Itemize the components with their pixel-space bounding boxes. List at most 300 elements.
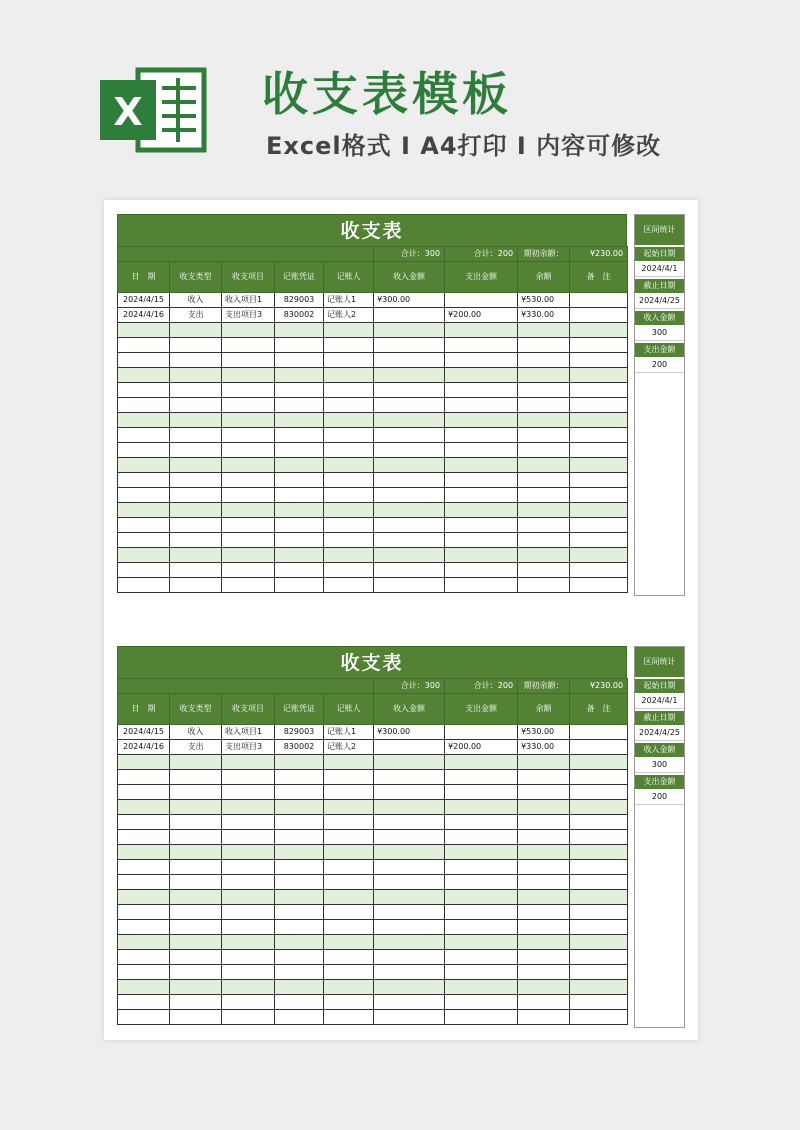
empty-cell[interactable] [170, 518, 222, 533]
empty-cell[interactable] [170, 413, 222, 428]
empty-cell[interactable] [570, 323, 628, 338]
empty-cell[interactable] [222, 518, 275, 533]
empty-cell[interactable] [275, 323, 324, 338]
empty-cell[interactable] [570, 548, 628, 563]
empty-cell[interactable] [222, 815, 275, 830]
empty-cell[interactable] [222, 473, 275, 488]
empty-cell[interactable] [118, 563, 170, 578]
empty-cell[interactable] [275, 368, 324, 383]
empty-cell[interactable] [170, 473, 222, 488]
empty-cell[interactable] [374, 488, 445, 503]
empty-cell[interactable] [374, 353, 445, 368]
empty-cell[interactable] [518, 770, 570, 785]
empty-cell[interactable] [445, 458, 518, 473]
empty-cell[interactable] [118, 443, 170, 458]
empty-cell[interactable] [118, 965, 170, 980]
empty-cell[interactable] [275, 428, 324, 443]
empty-cell[interactable] [222, 383, 275, 398]
empty-cell[interactable] [118, 368, 170, 383]
empty-cell[interactable] [275, 503, 324, 518]
empty-cell[interactable] [324, 995, 374, 1010]
empty-cell[interactable] [222, 905, 275, 920]
empty-cell[interactable] [518, 563, 570, 578]
empty-cell[interactable] [374, 935, 445, 950]
empty-cell[interactable] [324, 353, 374, 368]
empty-cell[interactable] [570, 353, 628, 368]
empty-cell[interactable] [374, 965, 445, 980]
empty-cell[interactable] [275, 398, 324, 413]
income-total[interactable]: 合计：300 [374, 679, 445, 694]
empty-cell[interactable] [118, 785, 170, 800]
empty-cell[interactable] [570, 800, 628, 815]
empty-cell[interactable] [570, 503, 628, 518]
empty-cell[interactable] [170, 845, 222, 860]
empty-cell[interactable] [170, 755, 222, 770]
empty-cell[interactable] [275, 473, 324, 488]
empty-cell[interactable] [118, 800, 170, 815]
empty-cell[interactable] [445, 413, 518, 428]
empty-cell[interactable] [324, 905, 374, 920]
empty-cell[interactable] [324, 548, 374, 563]
empty-cell[interactable] [275, 578, 324, 593]
empty-cell[interactable] [275, 890, 324, 905]
empty-cell[interactable] [275, 920, 324, 935]
empty-cell[interactable] [570, 950, 628, 965]
empty-cell[interactable] [170, 965, 222, 980]
empty-cell[interactable] [518, 518, 570, 533]
empty-cell[interactable] [170, 488, 222, 503]
empty-cell[interactable] [222, 443, 275, 458]
empty-cell[interactable] [118, 755, 170, 770]
empty-cell[interactable] [445, 755, 518, 770]
cell-balance[interactable]: ¥330.00 [518, 740, 570, 755]
empty-cell[interactable] [518, 980, 570, 995]
cell-type[interactable]: 支出 [170, 740, 222, 755]
empty-cell[interactable] [518, 488, 570, 503]
cell-date[interactable]: 2024/4/16 [118, 740, 170, 755]
empty-cell[interactable] [324, 935, 374, 950]
empty-cell[interactable] [324, 965, 374, 980]
empty-cell[interactable] [374, 830, 445, 845]
empty-cell[interactable] [222, 323, 275, 338]
empty-cell[interactable] [222, 950, 275, 965]
income-total[interactable]: 合计：300 [374, 247, 445, 262]
empty-cell[interactable] [275, 950, 324, 965]
empty-cell[interactable] [222, 1010, 275, 1025]
empty-cell[interactable] [275, 1010, 324, 1025]
empty-cell[interactable] [445, 995, 518, 1010]
empty-cell[interactable] [518, 428, 570, 443]
empty-cell[interactable] [445, 503, 518, 518]
empty-cell[interactable] [445, 815, 518, 830]
empty-cell[interactable] [374, 398, 445, 413]
empty-cell[interactable] [570, 935, 628, 950]
empty-cell[interactable] [445, 845, 518, 860]
empty-cell[interactable] [222, 563, 275, 578]
cell-remark[interactable] [570, 725, 628, 740]
empty-cell[interactable] [570, 518, 628, 533]
stats-value-income[interactable]: 300 [635, 325, 684, 341]
empty-cell[interactable] [570, 368, 628, 383]
empty-cell[interactable] [118, 935, 170, 950]
empty-cell[interactable] [275, 533, 324, 548]
empty-cell[interactable] [374, 785, 445, 800]
empty-cell[interactable] [324, 980, 374, 995]
empty-cell[interactable] [118, 845, 170, 860]
empty-cell[interactable] [222, 770, 275, 785]
cell-type[interactable]: 收入 [170, 293, 222, 308]
empty-cell[interactable] [570, 995, 628, 1010]
empty-cell[interactable] [275, 800, 324, 815]
empty-cell[interactable] [324, 443, 374, 458]
empty-cell[interactable] [324, 830, 374, 845]
empty-cell[interactable] [170, 920, 222, 935]
empty-cell[interactable] [518, 368, 570, 383]
empty-cell[interactable] [374, 770, 445, 785]
empty-cell[interactable] [374, 845, 445, 860]
cell-balance[interactable]: ¥530.00 [518, 293, 570, 308]
empty-cell[interactable] [445, 428, 518, 443]
empty-cell[interactable] [170, 548, 222, 563]
empty-cell[interactable] [518, 398, 570, 413]
empty-cell[interactable] [275, 338, 324, 353]
empty-cell[interactable] [324, 950, 374, 965]
empty-cell[interactable] [324, 578, 374, 593]
empty-cell[interactable] [170, 353, 222, 368]
cell-expense[interactable]: ¥200.00 [445, 308, 518, 323]
empty-cell[interactable] [324, 323, 374, 338]
empty-cell[interactable] [222, 428, 275, 443]
empty-cell[interactable] [570, 338, 628, 353]
empty-cell[interactable] [445, 578, 518, 593]
empty-cell[interactable] [324, 413, 374, 428]
empty-cell[interactable] [118, 830, 170, 845]
empty-cell[interactable] [170, 770, 222, 785]
empty-cell[interactable] [324, 368, 374, 383]
empty-cell[interactable] [275, 935, 324, 950]
empty-cell[interactable] [118, 1010, 170, 1025]
empty-cell[interactable] [118, 980, 170, 995]
empty-cell[interactable] [374, 533, 445, 548]
empty-cell[interactable] [518, 785, 570, 800]
stats-value-end[interactable]: 2024/4/25 [635, 293, 684, 309]
cell-voucher[interactable]: 829003 [275, 293, 324, 308]
empty-cell[interactable] [170, 935, 222, 950]
empty-cell[interactable] [570, 413, 628, 428]
empty-cell[interactable] [275, 353, 324, 368]
cell-type[interactable]: 收入 [170, 725, 222, 740]
empty-cell[interactable] [275, 383, 324, 398]
empty-cell[interactable] [570, 488, 628, 503]
empty-cell[interactable] [445, 443, 518, 458]
empty-cell[interactable] [275, 965, 324, 980]
empty-cell[interactable] [518, 413, 570, 428]
empty-cell[interactable] [570, 533, 628, 548]
empty-cell[interactable] [170, 578, 222, 593]
empty-cell[interactable] [275, 905, 324, 920]
empty-cell[interactable] [518, 1010, 570, 1025]
empty-cell[interactable] [275, 413, 324, 428]
empty-cell[interactable] [222, 533, 275, 548]
empty-cell[interactable] [118, 890, 170, 905]
empty-cell[interactable] [570, 875, 628, 890]
expense-total[interactable]: 合计：200 [445, 679, 518, 694]
empty-cell[interactable] [570, 443, 628, 458]
empty-cell[interactable] [445, 368, 518, 383]
empty-cell[interactable] [445, 965, 518, 980]
empty-cell[interactable] [118, 428, 170, 443]
empty-cell[interactable] [170, 458, 222, 473]
empty-cell[interactable] [222, 965, 275, 980]
empty-cell[interactable] [118, 578, 170, 593]
cell-expense[interactable] [445, 293, 518, 308]
empty-cell[interactable] [222, 755, 275, 770]
empty-cell[interactable] [170, 533, 222, 548]
cell-remark[interactable] [570, 740, 628, 755]
empty-cell[interactable] [518, 353, 570, 368]
empty-cell[interactable] [570, 398, 628, 413]
empty-cell[interactable] [275, 563, 324, 578]
empty-cell[interactable] [222, 830, 275, 845]
empty-cell[interactable] [222, 338, 275, 353]
empty-cell[interactable] [445, 398, 518, 413]
empty-cell[interactable] [374, 890, 445, 905]
empty-cell[interactable] [170, 428, 222, 443]
empty-cell[interactable] [324, 428, 374, 443]
cell-recorder[interactable]: 记账人2 [324, 740, 374, 755]
empty-cell[interactable] [374, 518, 445, 533]
cell-balance[interactable]: ¥530.00 [518, 725, 570, 740]
empty-cell[interactable] [445, 980, 518, 995]
empty-cell[interactable] [275, 815, 324, 830]
empty-cell[interactable] [118, 860, 170, 875]
empty-cell[interactable] [570, 860, 628, 875]
empty-cell[interactable] [570, 563, 628, 578]
cell-income[interactable] [374, 308, 445, 323]
cell-remark[interactable] [570, 308, 628, 323]
empty-cell[interactable] [324, 860, 374, 875]
empty-cell[interactable] [118, 905, 170, 920]
empty-cell[interactable] [118, 338, 170, 353]
empty-cell[interactable] [518, 383, 570, 398]
empty-cell[interactable] [570, 815, 628, 830]
empty-cell[interactable] [118, 473, 170, 488]
empty-cell[interactable] [570, 770, 628, 785]
empty-cell[interactable] [222, 935, 275, 950]
empty-cell[interactable] [518, 323, 570, 338]
empty-cell[interactable] [275, 875, 324, 890]
empty-cell[interactable] [518, 995, 570, 1010]
empty-cell[interactable] [445, 830, 518, 845]
empty-cell[interactable] [275, 770, 324, 785]
empty-cell[interactable] [570, 458, 628, 473]
empty-cell[interactable] [324, 488, 374, 503]
empty-cell[interactable] [118, 920, 170, 935]
cell-recorder[interactable]: 记账人2 [324, 308, 374, 323]
stats-value-income[interactable]: 300 [635, 757, 684, 773]
empty-cell[interactable] [570, 383, 628, 398]
cell-date[interactable]: 2024/4/15 [118, 293, 170, 308]
empty-cell[interactable] [324, 785, 374, 800]
empty-cell[interactable] [170, 860, 222, 875]
empty-cell[interactable] [324, 563, 374, 578]
stats-value-start[interactable]: 2024/4/1 [635, 261, 684, 277]
empty-cell[interactable] [222, 368, 275, 383]
empty-cell[interactable] [275, 548, 324, 563]
empty-cell[interactable] [324, 338, 374, 353]
empty-cell[interactable] [118, 518, 170, 533]
empty-cell[interactable] [518, 845, 570, 860]
empty-cell[interactable] [275, 785, 324, 800]
empty-cell[interactable] [445, 563, 518, 578]
empty-cell[interactable] [118, 995, 170, 1010]
empty-cell[interactable] [222, 578, 275, 593]
cell-income[interactable] [374, 740, 445, 755]
empty-cell[interactable] [570, 980, 628, 995]
empty-cell[interactable] [275, 830, 324, 845]
empty-cell[interactable] [518, 830, 570, 845]
empty-cell[interactable] [445, 860, 518, 875]
cell-income[interactable]: ¥300.00 [374, 725, 445, 740]
empty-cell[interactable] [570, 785, 628, 800]
empty-cell[interactable] [118, 875, 170, 890]
empty-cell[interactable] [445, 890, 518, 905]
cell-date[interactable]: 2024/4/16 [118, 308, 170, 323]
empty-cell[interactable] [324, 815, 374, 830]
empty-cell[interactable] [570, 905, 628, 920]
empty-cell[interactable] [222, 398, 275, 413]
empty-cell[interactable] [170, 950, 222, 965]
empty-cell[interactable] [518, 965, 570, 980]
empty-cell[interactable] [374, 860, 445, 875]
empty-cell[interactable] [570, 965, 628, 980]
empty-cell[interactable] [445, 875, 518, 890]
empty-cell[interactable] [324, 770, 374, 785]
empty-cell[interactable] [445, 785, 518, 800]
empty-cell[interactable] [445, 338, 518, 353]
empty-cell[interactable] [518, 935, 570, 950]
empty-cell[interactable] [170, 443, 222, 458]
empty-cell[interactable] [170, 995, 222, 1010]
empty-cell[interactable] [518, 860, 570, 875]
cell-income[interactable]: ¥300.00 [374, 293, 445, 308]
cell-voucher[interactable]: 830002 [275, 740, 324, 755]
empty-cell[interactable] [445, 518, 518, 533]
empty-cell[interactable] [118, 950, 170, 965]
empty-cell[interactable] [518, 338, 570, 353]
empty-cell[interactable] [374, 755, 445, 770]
empty-cell[interactable] [222, 488, 275, 503]
empty-cell[interactable] [445, 533, 518, 548]
empty-cell[interactable] [518, 443, 570, 458]
expense-total[interactable]: 合计：200 [445, 247, 518, 262]
empty-cell[interactable] [570, 830, 628, 845]
empty-cell[interactable] [374, 875, 445, 890]
empty-cell[interactable] [118, 353, 170, 368]
empty-cell[interactable] [374, 920, 445, 935]
empty-cell[interactable] [570, 473, 628, 488]
empty-cell[interactable] [518, 473, 570, 488]
empty-cell[interactable] [570, 1010, 628, 1025]
empty-cell[interactable] [170, 800, 222, 815]
cell-type[interactable]: 支出 [170, 308, 222, 323]
opening-balance-value[interactable]: ¥230.00 [570, 679, 628, 694]
empty-cell[interactable] [374, 950, 445, 965]
empty-cell[interactable] [118, 488, 170, 503]
empty-cell[interactable] [445, 473, 518, 488]
empty-cell[interactable] [170, 785, 222, 800]
empty-cell[interactable] [118, 533, 170, 548]
empty-cell[interactable] [170, 815, 222, 830]
empty-cell[interactable] [324, 383, 374, 398]
empty-cell[interactable] [374, 995, 445, 1010]
empty-cell[interactable] [222, 503, 275, 518]
empty-cell[interactable] [374, 338, 445, 353]
cell-balance[interactable]: ¥330.00 [518, 308, 570, 323]
empty-cell[interactable] [170, 338, 222, 353]
empty-cell[interactable] [170, 503, 222, 518]
empty-cell[interactable] [324, 890, 374, 905]
empty-cell[interactable] [374, 548, 445, 563]
empty-cell[interactable] [374, 413, 445, 428]
empty-cell[interactable] [445, 905, 518, 920]
empty-cell[interactable] [222, 875, 275, 890]
empty-cell[interactable] [118, 413, 170, 428]
empty-cell[interactable] [518, 920, 570, 935]
empty-cell[interactable] [374, 1010, 445, 1025]
empty-cell[interactable] [324, 398, 374, 413]
empty-cell[interactable] [518, 905, 570, 920]
empty-cell[interactable] [374, 578, 445, 593]
cell-recorder[interactable]: 记账人1 [324, 293, 374, 308]
empty-cell[interactable] [275, 860, 324, 875]
empty-cell[interactable] [324, 533, 374, 548]
empty-cell[interactable] [222, 548, 275, 563]
cell-item[interactable]: 支出项目3 [222, 308, 275, 323]
empty-cell[interactable] [445, 323, 518, 338]
empty-cell[interactable] [222, 413, 275, 428]
empty-cell[interactable] [324, 845, 374, 860]
empty-cell[interactable] [275, 755, 324, 770]
empty-cell[interactable] [518, 503, 570, 518]
empty-cell[interactable] [324, 518, 374, 533]
empty-cell[interactable] [445, 920, 518, 935]
empty-cell[interactable] [170, 890, 222, 905]
empty-cell[interactable] [275, 980, 324, 995]
empty-cell[interactable] [570, 845, 628, 860]
empty-cell[interactable] [275, 458, 324, 473]
empty-cell[interactable] [222, 860, 275, 875]
empty-cell[interactable] [445, 1010, 518, 1025]
empty-cell[interactable] [118, 458, 170, 473]
empty-cell[interactable] [170, 1010, 222, 1025]
cell-expense[interactable]: ¥200.00 [445, 740, 518, 755]
empty-cell[interactable] [275, 488, 324, 503]
empty-cell[interactable] [170, 323, 222, 338]
empty-cell[interactable] [170, 875, 222, 890]
empty-cell[interactable] [374, 368, 445, 383]
empty-cell[interactable] [324, 503, 374, 518]
cell-voucher[interactable]: 830002 [275, 308, 324, 323]
empty-cell[interactable] [275, 518, 324, 533]
empty-cell[interactable] [518, 875, 570, 890]
empty-cell[interactable] [324, 920, 374, 935]
empty-cell[interactable] [570, 920, 628, 935]
empty-cell[interactable] [445, 935, 518, 950]
empty-cell[interactable] [118, 398, 170, 413]
empty-cell[interactable] [275, 845, 324, 860]
empty-cell[interactable] [374, 815, 445, 830]
